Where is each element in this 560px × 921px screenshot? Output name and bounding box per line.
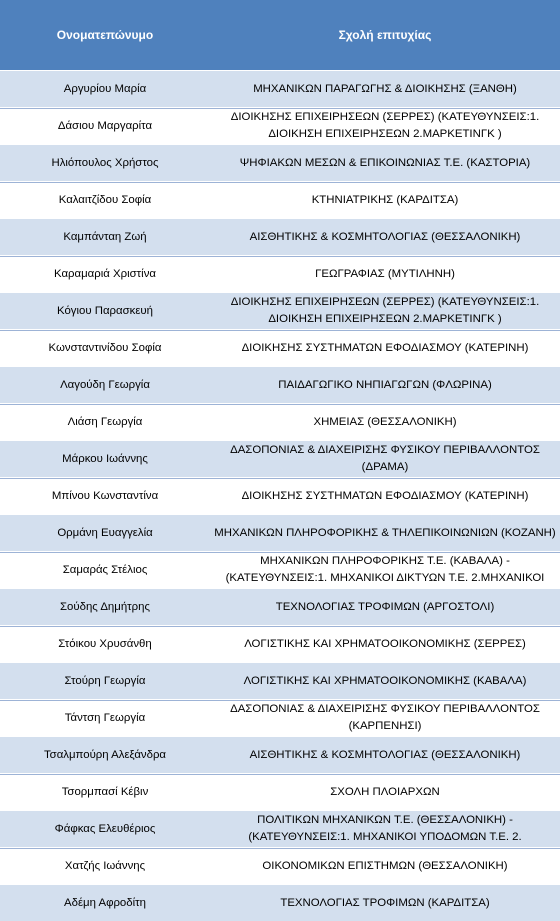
table-row <box>0 182 560 219</box>
table-row <box>0 367 560 404</box>
school-name: ΑΙΣΘΗΤΙΚΗΣ & ΚΟΣΜΗΤΟΛΟΓΙΑΣ (ΘΕΣΣΑΛΟΝΙΚΗ) <box>210 219 560 256</box>
student-name: Τσαλμπούρη Αλεξάνδρα <box>0 737 210 774</box>
table-row <box>0 441 560 478</box>
school-name: ΜΗΧΑΝΙΚΩΝ ΠΛΗΡΟΦΟΡΙΚΗΣ Τ.Ε. (ΚΑΒΑΛΑ) - (ΚΑΤΕΥΘΥΝΣΕΙΣ:1. ΜΗΧΑΝΙΚΟΙ ΔΙΚΤΥΩΝ Τ.Ε. 2.ΜΗΧΑΝΙΚΟΙ <box>210 552 560 589</box>
school-name: ΧΗΜΕΙΑΣ (ΘΕΣΣΑΛΟΝΙΚΗ) <box>210 404 560 441</box>
header-name-column: Ονοματεπώνυμο <box>0 0 210 71</box>
student-name: Κωνσταντινίδου Σοφία <box>0 330 210 367</box>
school-name: ΜΗΧΑΝΙΚΩΝ ΠΑΡΑΓΩΓΗΣ & ΔΙΟΙΚΗΣΗΣ (ΞΑΝΘΗ) <box>210 71 560 108</box>
table-row <box>0 626 560 663</box>
student-name: Σούδης Δημήτρης <box>0 589 210 626</box>
header-row <box>0 0 560 71</box>
table-row <box>0 219 560 256</box>
table-row <box>0 515 560 552</box>
table-row <box>0 700 560 737</box>
student-name: Αργυρίου Μαρία <box>0 71 210 108</box>
school-name: ΟΙΚΟΝΟΜΙΚΩΝ ΕΠΙΣΤΗΜΩΝ (ΘΕΣΣΑΛΟΝΙΚΗ) <box>210 848 560 885</box>
school-name: ΠΟΛΙΤΙΚΩΝ ΜΗΧΑΝΙΚΩΝ Τ.Ε. (ΘΕΣΣΑΛΟΝΙΚΗ) - (ΚΑΤΕΥΘΥΝΣΕΙΣ:1. ΜΗΧΑΝΙΚΟΙ ΥΠΟΔΟΜΩΝ Τ.Ε. 2. <box>210 811 560 848</box>
school-name: ΔΑΣΟΠΟΝΙΑΣ & ΔΙΑΧΕΙΡΙΣΗΣ ΦΥΣΙΚΟΥ ΠΕΡΙΒΑΛΛΟΝΤΟΣ (ΔΡΑΜΑ) <box>210 441 560 478</box>
school-name: ΔΙΟΙΚΗΣΗΣ ΕΠΙΧΕΙΡΗΣΕΩΝ (ΣΕΡΡΕΣ) (ΚΑΤΕΥΘΥΝΣΕΙΣ:1. ΔΙΟΙΚΗΣΗ ΕΠΙΧΕΙΡΗΣΕΩΝ 2.ΜΑΡΚΕΤΙΝΓΚ ) <box>210 293 560 330</box>
school-name: ΤΕΧΝΟΛΟΓΙΑΣ ΤΡΟΦΙΜΩΝ (ΑΡΓΟΣΤΟΛΙ) <box>210 589 560 626</box>
table-row <box>0 552 560 589</box>
table-row <box>0 848 560 885</box>
school-name: ΔΙΟΙΚΗΣΗΣ ΕΠΙΧΕΙΡΗΣΕΩΝ (ΣΕΡΡΕΣ) (ΚΑΤΕΥΘΥΝΣΕΙΣ:1. ΔΙΟΙΚΗΣΗ ΕΠΙΧΕΙΡΗΣΕΩΝ 2.ΜΑΡΚΕΤΙΝΓΚ ) <box>210 108 560 145</box>
table-row <box>0 478 560 515</box>
school-name: ΓΕΩΓΡΑΦΙΑΣ (ΜΥΤΙΛΗΝΗ) <box>210 256 560 293</box>
table-row <box>0 663 560 700</box>
student-name: Καραμαριά Χριστίνα <box>0 256 210 293</box>
school-name: ΤΕΧΝΟΛΟΓΙΑΣ ΤΡΟΦΙΜΩΝ (ΚΑΡΔΙΤΣΑ) <box>210 885 560 921</box>
school-name: ΜΗΧΑΝΙΚΩΝ ΠΛΗΡΟΦΟΡΙΚΗΣ & ΤΗΛΕΠΙΚΟΙΝΩΝΙΩΝ (ΚΟΖΑΝΗ) <box>210 515 560 552</box>
table-row <box>0 404 560 441</box>
table-row <box>0 293 560 330</box>
school-name: ΚΤΗΝΙΑΤΡΙΚΗΣ (ΚΑΡΔΙΤΣΑ) <box>210 182 560 219</box>
student-name: Λαγούδη Γεωργία <box>0 367 210 404</box>
school-name: ΔΙΟΙΚΗΣΗΣ ΣΥΣΤΗΜΑΤΩΝ ΕΦΟΔΙΑΣΜΟΥ (ΚΑΤΕΡΙΝΗ) <box>210 330 560 367</box>
student-name: Στόικου Χρυσάνθη <box>0 626 210 663</box>
student-name: Στούρη Γεωργία <box>0 663 210 700</box>
student-name: Τάντση Γεωργία <box>0 700 210 737</box>
table-row <box>0 256 560 293</box>
student-name: Ηλιόπουλος Χρήστος <box>0 145 210 182</box>
table-row <box>0 737 560 774</box>
school-name: ΠΑΙΔΑΓΩΓΙΚΟ ΝΗΠΙΑΓΩΓΩΝ (ΦΛΩΡΙΝΑ) <box>210 367 560 404</box>
table-row <box>0 108 560 145</box>
school-name: ΛΟΓΙΣΤΙΚΗΣ ΚΑΙ ΧΡΗΜΑΤΟΟΙΚΟΝΟΜΙΚΗΣ (ΣΕΡΡΕΣ) <box>210 626 560 663</box>
student-name: Καμπάνταη Ζωή <box>0 219 210 256</box>
student-name: Μπίνου Κωνσταντίνα <box>0 478 210 515</box>
school-name: ΔΙΟΙΚΗΣΗΣ ΣΥΣΤΗΜΑΤΩΝ ΕΦΟΔΙΑΣΜΟΥ (ΚΑΤΕΡΙΝΗ) <box>210 478 560 515</box>
table-body <box>0 71 560 921</box>
student-name: Αδέμη Αφροδίτη <box>0 885 210 921</box>
student-name: Χατζής Ιωάννης <box>0 848 210 885</box>
table-row <box>0 589 560 626</box>
school-name: ΨΗΦΙΑΚΩΝ ΜΕΣΩΝ & ΕΠΙΚΟΙΝΩΝΙΑΣ Τ.Ε. (ΚΑΣΤΟΡΙΑ) <box>210 145 560 182</box>
student-name: Φάφκας Ελευθέριος <box>0 811 210 848</box>
table-row <box>0 330 560 367</box>
school-name: ΛΟΓΙΣΤΙΚΗΣ ΚΑΙ ΧΡΗΜΑΤΟΟΙΚΟΝΟΜΙΚΗΣ (ΚΑΒΑΛΑ) <box>210 663 560 700</box>
student-name: Λιάση Γεωργία <box>0 404 210 441</box>
student-name: Ορμάνη Ευαγγελία <box>0 515 210 552</box>
student-name: Καλαιτζίδου Σοφία <box>0 182 210 219</box>
header-school-column: Σχολή επιτυχίας <box>210 0 560 71</box>
student-name: Δάσιου Μαργαρίτα <box>0 108 210 145</box>
school-name: ΔΑΣΟΠΟΝΙΑΣ & ΔΙΑΧΕΙΡΙΣΗΣ ΦΥΣΙΚΟΥ ΠΕΡΙΒΑΛΛΟΝΤΟΣ (ΚΑΡΠΕΝΗΣΙ) <box>210 700 560 737</box>
student-name: Κόγιου Παρασκευή <box>0 293 210 330</box>
student-name: Μάρκου Ιωάννης <box>0 441 210 478</box>
student-name: Σαμαράς Στέλιος <box>0 552 210 589</box>
table-row <box>0 811 560 848</box>
student-name: Τσορμπασί Κέβιν <box>0 774 210 811</box>
table-row <box>0 145 560 182</box>
table-row <box>0 774 560 811</box>
table-row <box>0 71 560 108</box>
table-row <box>0 885 560 921</box>
school-name: ΣΧΟΛΗ ΠΛΟΙΑΡΧΩΝ <box>210 774 560 811</box>
school-name: ΑΙΣΘΗΤΙΚΗΣ & ΚΟΣΜΗΤΟΛΟΓΙΑΣ (ΘΕΣΣΑΛΟΝΙΚΗ) <box>210 737 560 774</box>
table-header <box>0 0 560 71</box>
